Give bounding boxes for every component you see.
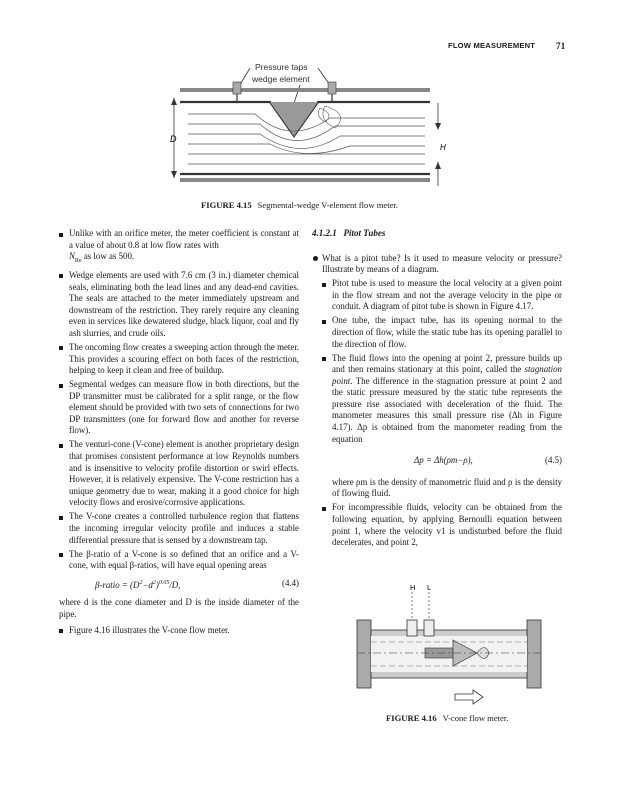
equation-4-4-body: β-ratio = $(D^2-d^2)^{0.05}/D$, — [95, 579, 181, 590]
figure-4-16-caption — [386, 713, 508, 724]
figure-4-15-caption — [201, 200, 398, 211]
page-number: 71 — [556, 41, 566, 51]
list-item: Pitot tube is used to measure the local velocity at a given point in the flow stream and not the average velocity in the pipe or conduit. A diagram of pitot tube is shown in Figure 4.17. — [322, 278, 562, 313]
list-item: Unlike with an orifice meter, the meter coefficient is constant at a value of about 0.8 at low flow rates with $N_{Re}$ as low as 500. — [59, 228, 299, 268]
label-pressure-taps: Pressure taps — [255, 62, 308, 72]
left-column — [59, 228, 299, 638]
list-item: The fluid flows into the opening at point 2, pressure builds up and then remains stationary at this point, called the stagnation point. The difference in the stagnation pressure at point 2 and the static pressure measured by the static tube represents the pressure rise associated with deceleration of the fluid. The manometer measures this small pressure rise (Δh in Figure 4.17). Δp is obtained from the manometer reading from the equation — [322, 353, 562, 446]
label-D: D — [170, 134, 177, 144]
section-heading — [312, 228, 562, 240]
list-item: For incompressible fluids, velocity can be obtained from the following equation, by applying Bernoulli equation between point 1, where the velocity v1 is undisturbed before the fluid decelerates, and point 2, — [322, 502, 562, 548]
list-item: Segmental wedges can measure flow in both directions, but the DP transmitter must be calibrated for a split range, or the flow element should be provided with two sets of connections for two DP transmitters (one for forward flow and another for reverse flow). — [59, 379, 299, 437]
sub-list — [312, 278, 562, 549]
figure-4-15-caption-text: Segmental-wedge V-element flow meter. — [257, 200, 398, 210]
label-H: H — [410, 583, 416, 592]
equation-4-5 — [322, 455, 562, 467]
equation-4-4 — [59, 578, 299, 592]
section-heading-number: 4.1.2.1 — [312, 228, 337, 238]
equation-4-4-number: (4.4) — [281, 577, 299, 588]
paragraph: where d is the cone diameter and D is the inside diameter of the pipe. — [59, 597, 299, 619]
label-L: L — [427, 583, 432, 592]
list-item: The venturi-cone (V-cone) element is another proprietary design that promises consistent performance at low Reynolds numbers and is insensitive to velocity profile distortion or swirl effects. However, it is relatively expensive. The V-cone restriction has a unique geometry due to wear, making it a good choice for high velocity flows and erosive/corrosive applications. — [59, 439, 299, 509]
paragraph: where ρm is the density of manometric fluid and ρ is the density of flowing fluid. — [332, 476, 562, 499]
list-item: The V-cone creates a controlled turbulence region that flattens the incoming irregular velocity profile and induces a stable differential pressure that is sensed by a downstream tap. — [59, 511, 299, 546]
equation-4-5-number: (4.5) — [544, 455, 562, 466]
section-heading-title: Pitot Tubes — [343, 228, 386, 238]
flow-arrow-icon — [455, 690, 483, 704]
list-item: The β-ratio of a V-cone is so defined that an orifice and a V-cone, with equal β-ratios, will have equal opening areas — [59, 549, 299, 572]
label-wedge-element: wedge element — [252, 74, 310, 84]
figure-4-16-caption-text: V-cone flow meter. — [442, 713, 509, 723]
list-item: Figure 4.16 illustrates the V-cone flow meter. — [59, 625, 299, 637]
list-item: The oncoming flow creates a sweeping action through the meter. This provides a scouring effect on both faces of the restriction, helping to keep it clean and free of buildup. — [59, 342, 299, 377]
figure-4-16-vcone-meter — [355, 582, 545, 712]
figure-4-15-wedge-meter — [160, 58, 455, 198]
running-header-title: FLOW MEASUREMENT — [448, 41, 536, 50]
label-H: H — [440, 143, 446, 152]
list-item: One tube, the impact tube, has its opening normal to the direction of flow, while the static tube has its opening parallel to the direction of flow. — [322, 315, 562, 350]
equation-4-5-body: Δp = Δh(ρm−ρ), — [414, 455, 473, 466]
list-item: Wedge elements are used with 7.6 cm (3 in.) diameter chemical seals, eliminating both the lead lines and any dead-end cavities. The seals are attached to the meter immediately upstream and downstream of the restriction. They rarely require any cleaning even in services like dewatered sludge, black liquor, coal and fly ash slurries, and crude oils. — [59, 270, 299, 340]
question-item: What is a pitot tube? Is it used to measure velocity or pressure? Illustrate by means of a diagram. — [312, 253, 562, 276]
figure-4-15-caption-number: FIGURE 4.15 — [201, 200, 252, 210]
figure-4-16-caption-number: FIGURE 4.16 — [386, 713, 437, 723]
right-column — [312, 228, 562, 551]
